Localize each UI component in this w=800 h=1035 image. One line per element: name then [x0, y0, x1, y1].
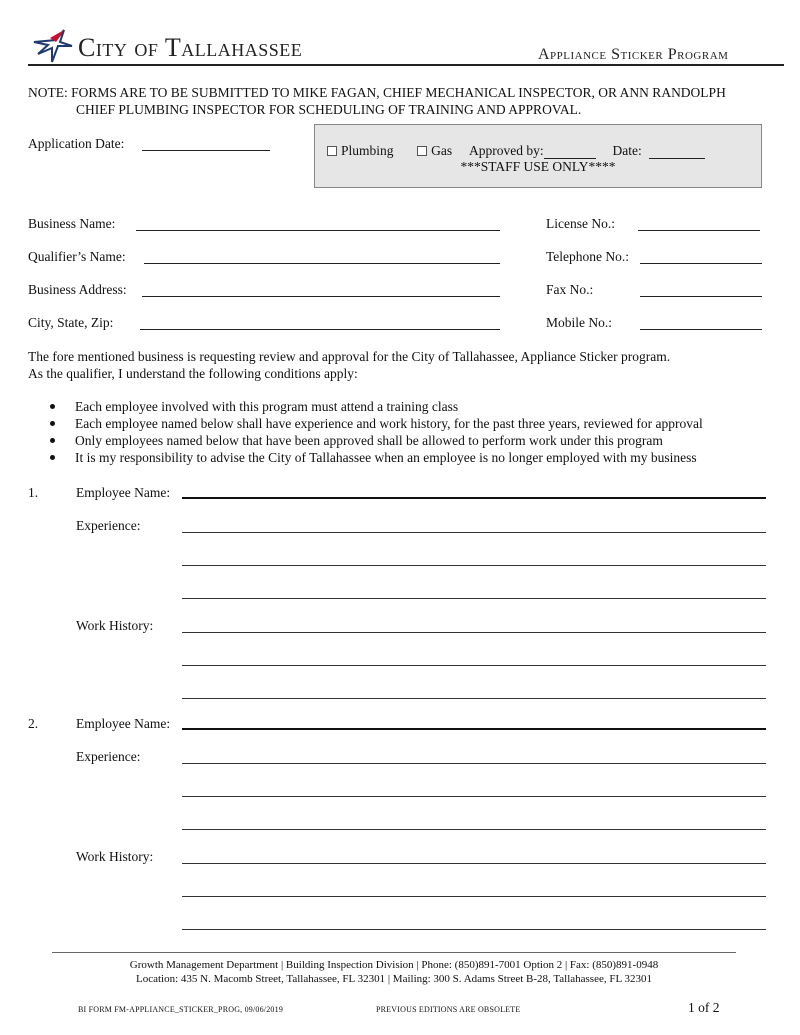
employee-2-work-history-input[interactable] [182, 896, 766, 897]
approved-by-input[interactable] [544, 145, 596, 159]
bullet-icon [50, 438, 55, 443]
gas-label: Gas [431, 143, 453, 158]
license-no-label: License No.: [546, 216, 615, 231]
page-number: 1 of 2 [688, 1000, 720, 1015]
staff-approval-row [327, 143, 705, 159]
bullet-icon [50, 404, 55, 409]
business-name-input[interactable] [136, 230, 500, 231]
employee-1-experience-input[interactable] [182, 565, 766, 566]
fax-no-input[interactable] [640, 296, 762, 297]
submission-note [28, 84, 788, 118]
employee-2-experience-input[interactable] [182, 796, 766, 797]
employee-2-experience-label: Experience: [76, 749, 141, 764]
employee-1-number: 1. [28, 485, 39, 500]
employee-1-experience-input[interactable] [182, 532, 766, 533]
condition-item: It is my responsibility to advise the City of Tallahassee when an employee is no longer employed with my business [48, 449, 788, 466]
city-title: City of Tallahassee [78, 33, 303, 62]
qualifier-name-label: Qualifier’s Name: [28, 249, 126, 264]
telephone-no-input[interactable] [640, 263, 762, 264]
bullet-icon [50, 455, 55, 460]
footer-address-line: Location: 435 N. Macomb Street, Tallahassee, FL 32301 | Mailing: 300 S. Adams Street B-28, Tallahassee, FL 32301 [135, 973, 653, 985]
staff-date-label: Date: [612, 143, 642, 158]
header-divider [28, 64, 784, 66]
application-date-field [28, 136, 124, 152]
mobile-no-label: Mobile No.: [546, 315, 612, 330]
staff-use-only-text: ***STAFF USE ONLY**** [460, 159, 616, 174]
employee-2-work-history-input[interactable] [182, 929, 766, 930]
employee-1-work-history-label: Work History: [76, 618, 154, 633]
application-date-input[interactable] [142, 150, 270, 151]
note-line-1: NOTE: FORMS ARE TO BE SUBMITTED TO MIKE FAGAN, CHIEF MECHANICAL INSPECTOR, OR ANN RANDOLPH [28, 85, 726, 100]
staff-date-input[interactable] [649, 145, 705, 159]
staff-use-box [314, 124, 762, 188]
city-state-zip-label: City, State, Zip: [28, 315, 114, 330]
city-state-zip-input[interactable] [140, 329, 500, 330]
program-title: Appliance Sticker Program [538, 46, 729, 63]
employee-1-work-history-input[interactable] [182, 698, 766, 699]
plumbing-label: Plumbing [341, 143, 394, 158]
conditions-list [48, 398, 788, 466]
gas-checkbox[interactable] [417, 146, 427, 156]
employee-1-work-history-input[interactable] [182, 665, 766, 666]
license-no-input[interactable] [638, 230, 760, 231]
employee-2-name-input[interactable] [182, 728, 766, 730]
employee-2-experience-input[interactable] [182, 763, 766, 764]
condition-item: Each employee named below shall have experience and work history, for the past three years, reviewed for approval [48, 415, 788, 432]
condition-item: Each employee involved with this program must attend a training class [48, 398, 788, 415]
employee-1-name-label: Employee Name: [76, 485, 171, 500]
approved-by-label: Approved by: [469, 143, 544, 158]
plumbing-checkbox[interactable] [327, 146, 337, 156]
fax-no-label: Fax No.: [546, 282, 594, 297]
employee-1-name-input[interactable] [182, 497, 766, 499]
employee-2-number: 2. [28, 716, 39, 731]
employee-1-experience-input[interactable] [182, 598, 766, 599]
employee-2-name-label: Employee Name: [76, 716, 171, 731]
business-address-input[interactable] [142, 296, 500, 297]
application-date-label: Application Date: [28, 136, 125, 151]
employee-2-work-history-label: Work History: [76, 849, 154, 864]
city-logo-star-icon [30, 28, 74, 64]
qualifier-statement [28, 348, 788, 382]
statement-line-1: The fore mentioned business is requesting review and approval for the City of Tallahassee, Appliance Sticker program. [28, 349, 671, 364]
telephone-no-label: Telephone No.: [546, 249, 630, 264]
mobile-no-input[interactable] [640, 329, 762, 330]
condition-item: Only employees named below that have been approved shall be allowed to perform work under this program [48, 432, 788, 449]
employee-1-experience-label: Experience: [76, 518, 141, 533]
bullet-icon [50, 421, 55, 426]
statement-line-2: As the qualifier, I understand the following conditions apply: [28, 366, 358, 381]
obsolete-notice: PREVIOUS EDITIONS ARE OBSOLETE [376, 1005, 521, 1014]
note-line-2: CHIEF PLUMBING INSPECTOR FOR SCHEDULING OF TRAINING AND APPROVAL. [76, 102, 582, 117]
employee-2-work-history-input[interactable] [182, 863, 766, 864]
footer-contact-line: Growth Management Department | Building Inspection Division | Phone: (850)891-7001 Option 2 | Fax: (850)891-0948 [129, 959, 659, 971]
form-id: BI FORM FM-APPLIANCE_STICKER_PROG, 09/06/2019 [78, 1005, 284, 1014]
employee-1-work-history-input[interactable] [182, 632, 766, 633]
business-name-label: Business Name: [28, 216, 116, 231]
footer-divider [52, 952, 736, 953]
business-address-label: Business Address: [28, 282, 127, 297]
qualifier-name-input[interactable] [144, 263, 500, 264]
employee-2-experience-input[interactable] [182, 829, 766, 830]
